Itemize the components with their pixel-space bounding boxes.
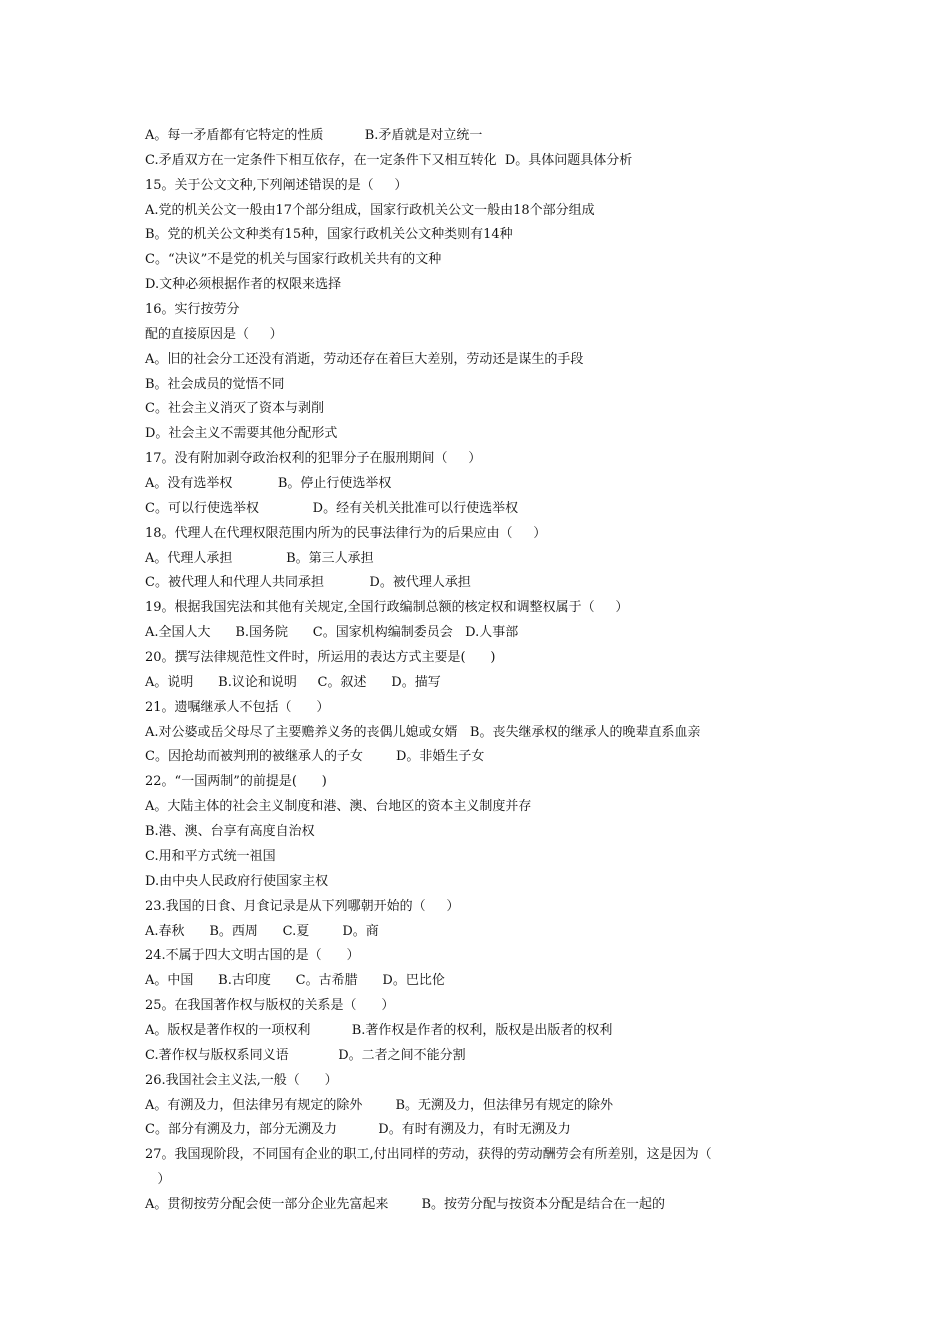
text-line: C。因抢劫而被判刑的被继承人的子女 D。非婚生子女 <box>145 749 485 765</box>
text-line: A.党的机关公文一般由17个部分组成，国家行政机关公文一般由18个部分组成 <box>145 202 595 218</box>
question-24: 24.不属于四大文明古国的是（ ） <box>145 948 360 964</box>
text-line: C.用和平方式统一祖国 <box>145 848 276 864</box>
text-line: A。贯彻按劳分配会使一部分企业先富起来 B。按劳分配与按资本分配是结合在一起的 <box>145 1196 666 1212</box>
question-26: 26.我国社会主义法,一般（ ） <box>145 1072 338 1088</box>
text-line: C。部分有溯及力，部分无溯及力 D。有时有溯及力，有时无溯及力 <box>145 1122 571 1138</box>
text-line: D。社会主义不需要其他分配形式 <box>145 426 338 442</box>
text-line: A。没有选举权 B。停止行使选举权 <box>145 476 392 492</box>
text-line: C。社会主义消灭了资本与剥削 <box>145 401 324 417</box>
text-line: D.文种必须根据作者的权限来选择 <box>145 277 342 293</box>
text-line: A。旧的社会分工还没有消逝，劳动还存在着巨大差别，劳动还是谋生的手段 <box>145 351 584 367</box>
text-line: A。有溯及力，但法律另有规定的除外 B。无溯及力，但法律另有规定的除外 <box>145 1097 614 1113</box>
text-line: 配的直接原因是（ ） <box>145 326 283 342</box>
text-line: C.著作权与版权系同义语 D。二者之间不能分割 <box>145 1047 466 1063</box>
question-25: 25。在我国著作权与版权的关系是（ ） <box>145 998 395 1014</box>
text-line: A。版权是著作权的一项权利 B.著作权是作者的权利，版权是出版者的权利 <box>145 1022 613 1038</box>
text-line: C。可以行使选举权 D。经有关机关批准可以行使选举权 <box>145 500 519 516</box>
text-line: ） <box>145 1172 171 1188</box>
text-line: A.对公婆或岳父母尽了主要赡养义务的丧偶儿媳或女婿 B。丧失继承权的继承人的晚辈直系血亲 <box>145 724 701 740</box>
question-19: 19。根据我国宪法和其他有关规定,全国行政编制总额的核定权和调整权属于（ ） <box>145 600 629 616</box>
text-line: B.港、澳、台享有高度自治权 <box>145 824 315 840</box>
text-line: A。中国 B.古印度 C。古希腊 D。巴比伦 <box>145 973 445 989</box>
text-line: B。社会成员的觉悟不同 <box>145 376 285 392</box>
text-line: D.由中央人民政府行使国家主权 <box>145 873 329 889</box>
text-line: A。说明 B.议论和说明 C。叙述 D。描写 <box>145 674 441 690</box>
text-line: C。“决议”不是党的机关与国家行政机关共有的文种 <box>145 252 442 268</box>
question-18: 18。代理人在代理权限范围内所为的民事法律行为的后果应由（ ） <box>145 525 547 541</box>
text-line: A.全国人大 B.国务院 C。国家机构编制委员会 D.人事部 <box>145 625 519 641</box>
question-21: 21。遗嘱继承人不包括（ ） <box>145 699 330 715</box>
text-line: A.春秋 B。西周 C.夏 D。商 <box>145 923 379 939</box>
text-line: A。每一矛盾都有它特定的性质 B.矛盾就是对立统一 <box>145 128 483 143</box>
question-27: 27。我国现阶段，不同国有企业的职工,付出同样的劳动，获得的劳动酬劳会有所差别，这是因为（ <box>145 1147 712 1163</box>
text-line: C.矛盾双方在一定条件下相互依存，在一定条件下又相互转化 D。具体问题具体分析 <box>145 152 633 168</box>
text-line: C。被代理人和代理人共同承担 D。被代理人承担 <box>145 575 471 591</box>
text-line: A。大陆主体的社会主义制度和港、澳、台地区的资本主义制度并存 <box>145 799 532 815</box>
question-22: 22。“一国两制”的前提是( ) <box>145 774 327 790</box>
text-line: A。代理人承担 B。第三人承担 <box>145 550 374 566</box>
text-line: B。党的机关公文种类有15种，国家行政机关公文种类则有14种 <box>145 227 513 243</box>
question-16: 16。实行按劳分 <box>145 302 240 318</box>
question-text-block <box>145 124 825 1218</box>
question-23: 23.我国的日食、月食记录是从下列哪朝开始的（ ） <box>145 898 460 914</box>
question-17: 17。没有附加剥夺政治权利的犯罪分子在服刑期间（ ） <box>145 451 482 467</box>
question-15: 15。关于公文文种,下列阐述错误的是（ ） <box>145 177 408 193</box>
question-20: 20。撰写法律规范性文件时，所运用的表达方式主要是( ) <box>145 650 496 666</box>
